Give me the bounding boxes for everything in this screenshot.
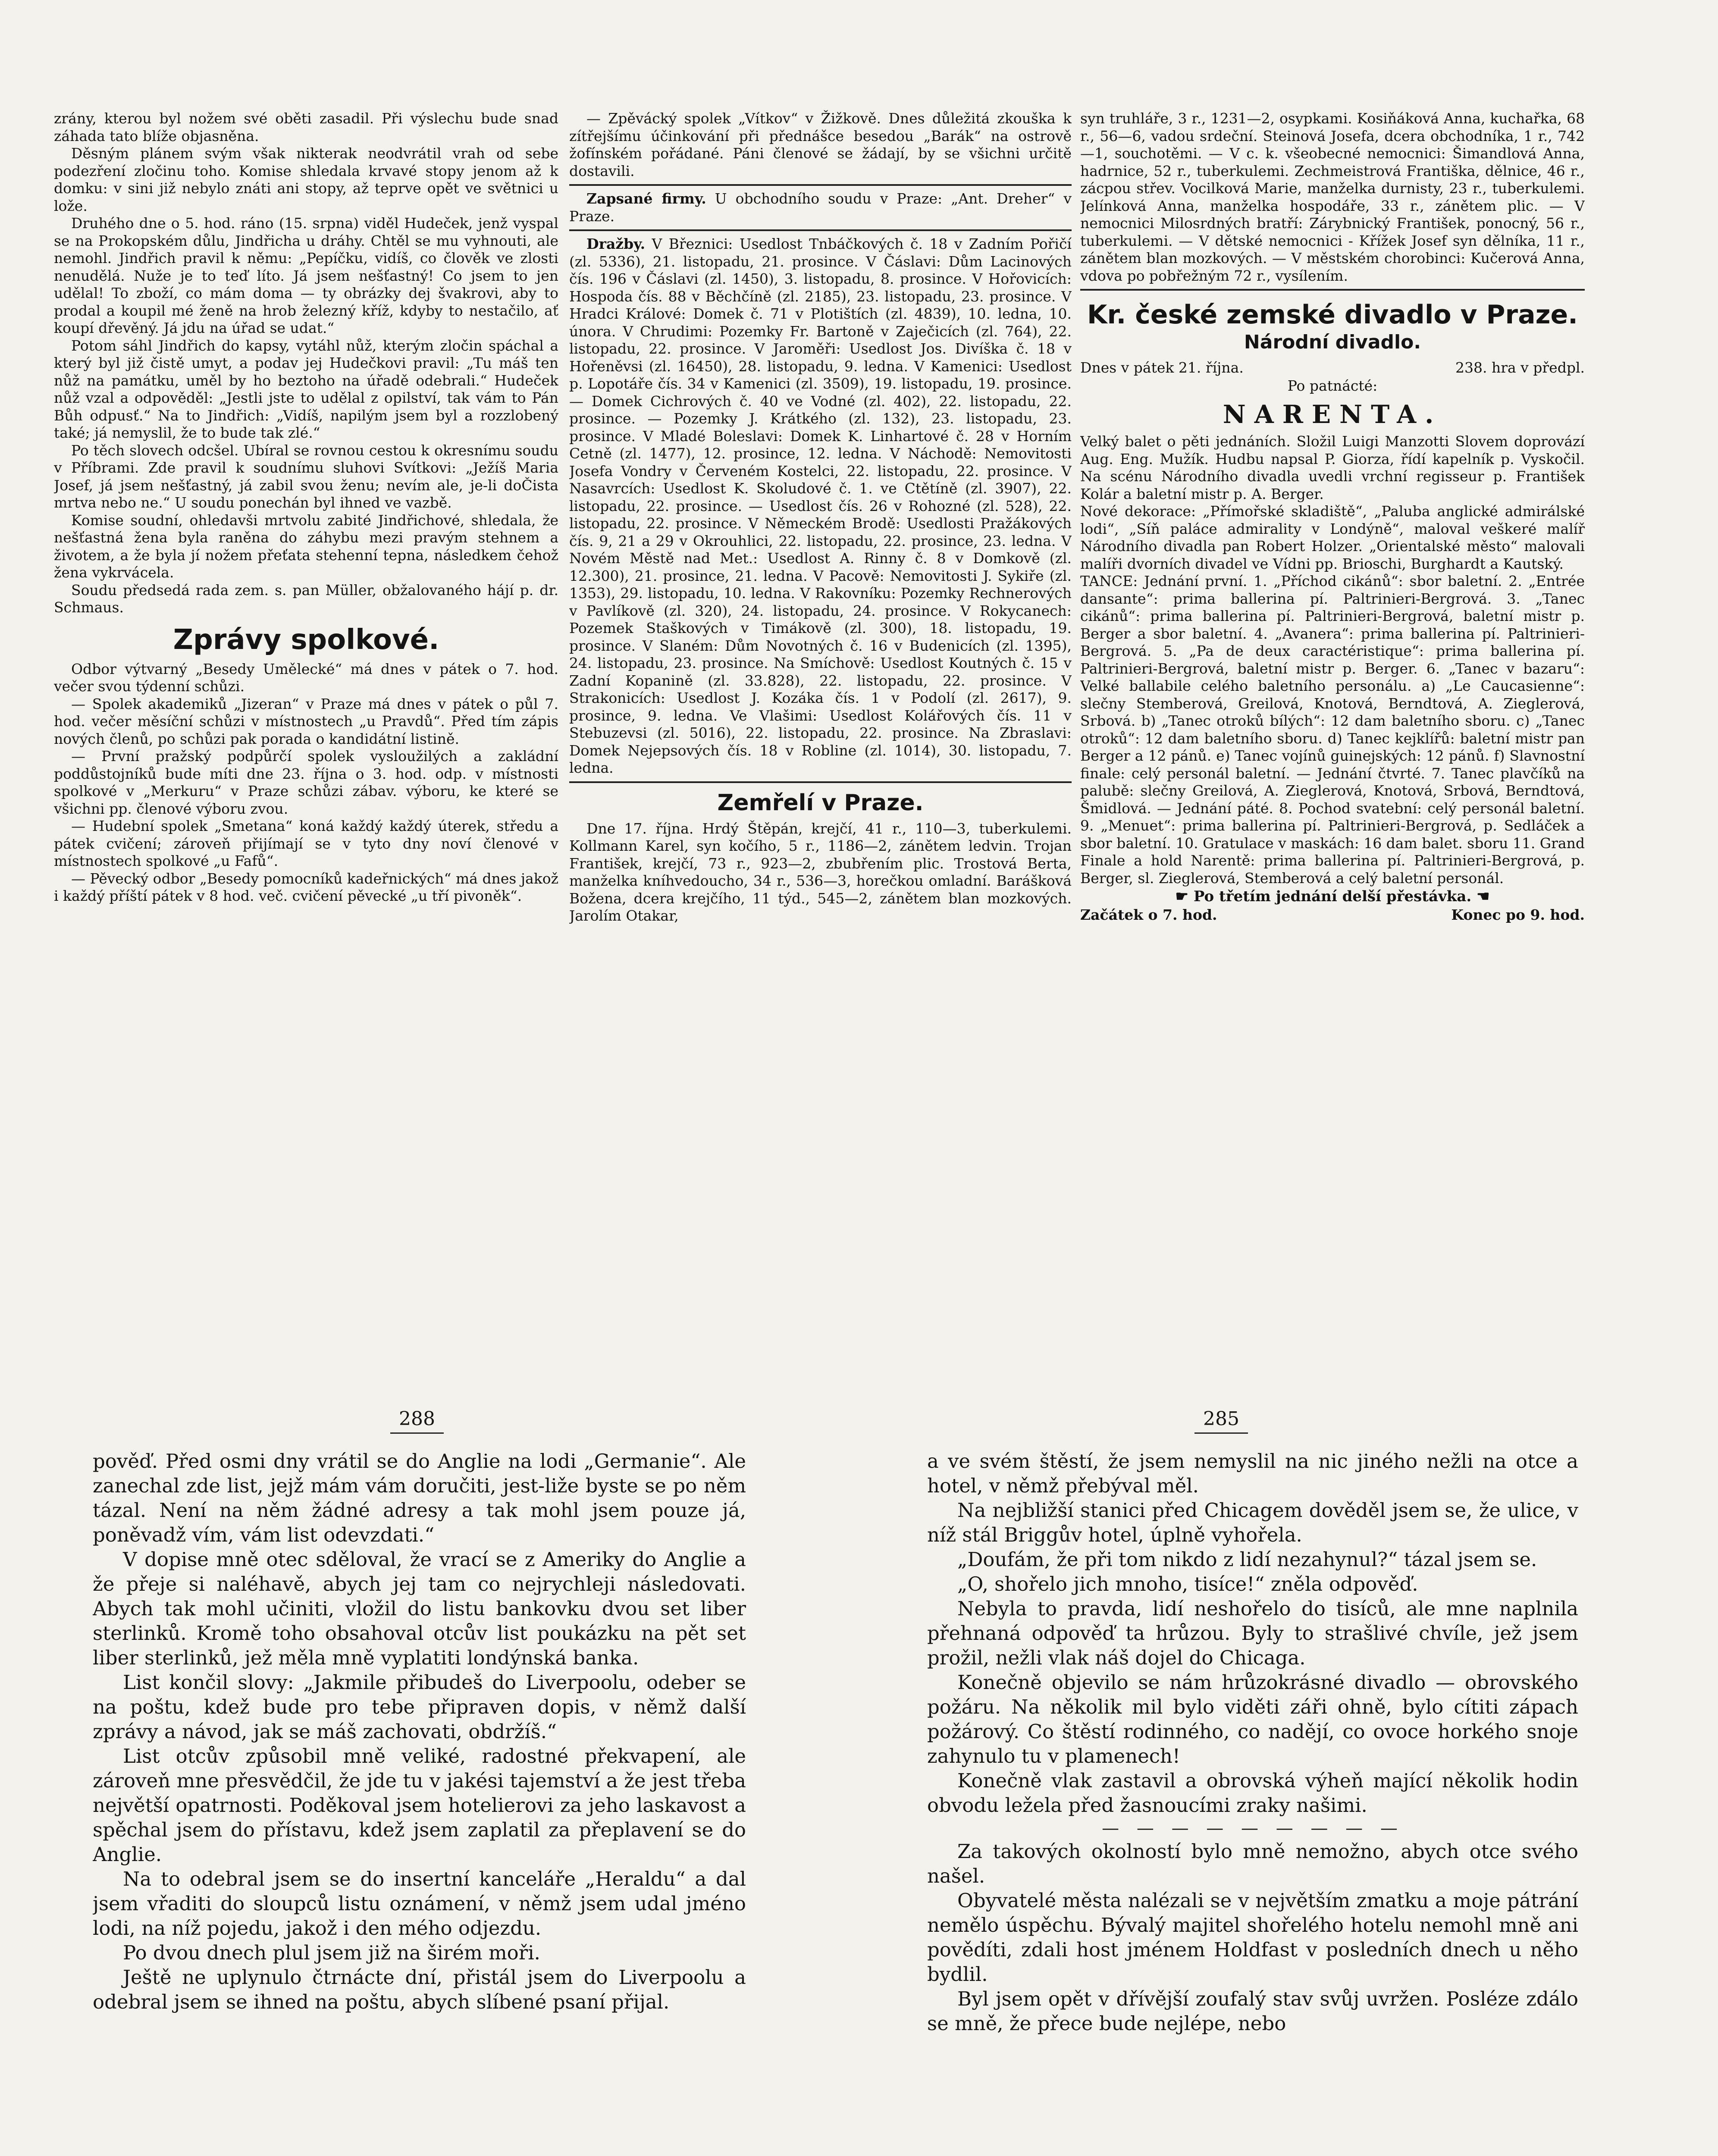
page-number-left: 288 — [390, 1408, 444, 1434]
pointing-hand-icon: ☛ — [1175, 888, 1188, 905]
article-paragraph: zrány, kterou byl nožem své oběti zasadil. Při výslechu bude snad záhada tato blíže objasněna. — [54, 110, 558, 144]
pointing-hand-icon: ☚ — [1477, 888, 1490, 905]
subscription-number: 238. hra v předpl. — [1455, 359, 1585, 376]
novel-paragraph: Po dvou dnech plul jsem již na širém moři. — [123, 1941, 540, 1964]
performance-times — [1080, 906, 1585, 924]
column-left — [54, 110, 558, 1244]
column-right — [1080, 110, 1585, 1244]
spolky-paragraph: — Pěvecký odbor „Besedy pomocníků kadeřnických“ má dnes jakož i každý příští pátek v 8 hod. več. cvičení pěvecké „u tří pivoněk“. — [54, 870, 558, 904]
novel-paragraph: „O, shořelo jich mnoho, tisíce!“ zněla odpověď. — [957, 1573, 1418, 1595]
end-time: Konec po 9. hod. — [1451, 906, 1585, 923]
performance-count: Po patnácté: — [1287, 377, 1378, 394]
divider-rule — [1080, 289, 1585, 291]
novel-paragraph: Konečně vlak zastavil a obrovská výheň mající několik hodin obvodu ležela před žasnoucími zraky našimi. — [927, 1769, 1578, 1817]
novel-paragraph: Na nejbližší stanici před Chicagem dověděl jsem se, že ulice, v níž stál Briggův hotel, úplně vyhořela. — [927, 1499, 1578, 1546]
article-paragraph: Děsným plánem svým však nikterak neodvrátil vrah od sebe podezření zločinu toho. Komise shledala krvavé stopy jenom až k domku: v sini již nebylo znáti ani stopy, až teprve opět ve světnici u lože. — [54, 145, 558, 214]
performance-title: NARENTA. — [1223, 400, 1442, 429]
article-paragraph: Potom sáhl Jindřich do kapsy, vytáhl nůž, kterým zločin spáchal a který byl již čistě umyt, a podav jej Hudečkovi pravil: „Tu máš ten nůž na památku, uměl by ho beztoho na úřadě odebrali.“ Hudeček nůž vzal a odpověděl: „Jestli jste to udělal z opilství, tak vám to Pán Bůh odpusť.“ Na to Jindřich: „Vidíš, napilým jsem byl a rozzlobený také; já nemyslil, že to bude tak zlé.“ — [54, 337, 558, 441]
novel-paragraph: List končil slovy: „Jakmile přibudeš do Liverpoolu, odeber se na poštu, kdež bude pro tebe připraven dopis, v němž další zprávy a návod, jak se máš zachovati, obdržíš.“ — [93, 1671, 746, 1743]
article-paragraph: Druhého dne o 5. hod. ráno (15. srpna) viděl Hudeček, jenž vyspal se na Prokopském důlu, Jindřicha u dráhy. Chtěl se mu vyhnouti, ale nemohl. Jindřich pravil k němu: „Pepíčku, vidíš, co člověk ve zlosti nenudělá. Nuže je to teď líto. Já jsem nešťastný! Co jsem to jen udělal! To zboží, co mám doma — ty obrázky dej švakrovi, aby to prodal a koupil mé ženě na hrob železný kříž, kdyby to nestačilo, ať koupí dřevěný. Já jdu na úřad se udat.“ — [54, 215, 558, 336]
divider-rule — [569, 781, 1072, 783]
divider-rule — [569, 184, 1072, 186]
zemreli-continuation: syn truhláře, 3 r., 1231—2, osypkami. Kosiňáková Anna, kuchařka, 68 r., 56—6, vadou srdeční. Steinová Josefa, dcera obchodníka, 1 r., 742—1, souchotěmi. — V c. k. všeobecné nemocnici: Šimandlová Anna, hadrnice, 52 r., tuberkulemi. Zechmeistrová Františka, dělnice, 46 r., zácpou střev. Vocilková Marie, manželka durnisty, 23 r., tuberkulemi. Jelínková Anna, manželka hospodáře, 33 r., zánětem plic. — V nemocnici Milosrdných bratří: Zárybnický František, ponocný, 56 r., tuberkulemi. — V dětské nemocnici - Křížek Josef syn dělníka, 11 r., zánětem blan mozkových. — V městském chorobinci: Kučerová Anna, vdova po pobřežným 72 r., vysílením. — [1080, 110, 1585, 284]
theatre-subheading: Národní divadlo. — [1244, 331, 1421, 353]
novel-page-left — [93, 1449, 746, 2156]
theatre-heading: Kr. české zemské divadlo v Praze. — [1087, 300, 1578, 330]
program-paragraph: Velký balet o pěti jednáních. Složil Luigi Manzotti Slovem doprovází Aug. Eng. Mužík. Hudbu napsal P. Giorza, řídí kapelník p. Vyskočil. Na scénu Národního divadla uvedli vrchní regisseur p. František Kolár a baletní mistr p. A. Berger. — [1080, 433, 1585, 502]
article-paragraph: Soudu předsedá rada zem. s. pan Müller, obžalovaného hájí p. dr. Schmaus. — [54, 581, 558, 616]
intermission-note — [1080, 887, 1585, 906]
page-number-right: 285 — [1194, 1408, 1248, 1434]
program-paragraph: TANCE: Jednání první. 1. „Příchod cikánů“: sbor baletní. 2. „Entrée dansante“: prima ballerina pí. Paltrinieri-Bergrová. 3. „Tanec cikánů“: prima ballerina pí. Paltrinieri-Bergrová, baletní mistr p. Berger a sbor baletní. 4. „Avanera“: prima ballerina pí. Paltrinieri-Bergrová. 5. „Pa de deux caractéristique“: prima ballerina pí. Paltrinieri-Bergrová, baletní mistr p. Berger. 6. „Tanec v bazaru“: Velké ballabile celého baletního personálu. a) „Le Caucasienne“: slečny Stemberová, Greilová, Knotová, Berndtová, A. Zieglerová, Srbová. b) „Tanec otroků bílých“: 12 dam baletního sboru. c) „Tanec otroků“: 12 dam baletního sboru. d) Tanec kejklířů: baletní mistr pan Berger a 12 pánů. e) Tanec vojínů guinejských: 12 pánů. f) Slavnostní finale: celý personál baletní. — Jednání čtvrté. 7. Tanec plavčíků na palubě: slečny Greilová, A. Zieglerová, Knotová, Srbová, Berndtová, Šmidlová. — Jednání páté. 8. Pochod svatební: celý personál baletní. 9. „Menuet“: prima ballerina pí. Paltrinieri-Bergrová, p. Sedláček a sbor baletní. 10. Gratulace v maskách: 16 dam balet. sboru 11. Grand Finale a hold Narentě: prima ballerina pí. Paltrinieri-Bergrová, p. Berger, sl. Zieglerová, Stemberová a celý baletní personál. — [1080, 573, 1585, 887]
spolky-paragraph: — Zpěvácký spolek „Vítkov“ v Žižkově. Dnes důležitá zkouška k zítřejšímu účinkování při přednášce besedou „Barák“ na ostrově žofínském pořádané. Páni členové se žádají, by se všichni určitě dostavili. — [569, 110, 1072, 179]
novel-paragraph: Nebyla to pravda, lidí neshořelo do tisíců, ale mne naplnila přehnaná odpověď ta hrůzou. Byly to strašlivé chvíle, jež jsem prožil, nežli vlak náš dojel do Chicaga. — [927, 1597, 1578, 1669]
zapsane-firmy-paragraph — [569, 190, 1072, 225]
novel-paragraph: Ještě ne uplynulo čtrnácte dní, přistál jsem do Liverpoolu a odebral jsem se ihned na poštu, abych slíbené psaní přijal. — [93, 1966, 746, 2013]
zapsane-firmy-label: Zapsané firmy. — [586, 190, 706, 207]
program-paragraph: Nové dekorace: „Přímořské skladiště“, „Paluba anglické admirálské lodi“, „Síň paláce admirality v Londýně“, maloval veškeré malíř Národního divadla pan Robert Holzer. „Orientalské město“ malovali malíři dvorních divadel ve Vídni pp. Brioschi, Burghardt a Kautský. — [1080, 503, 1585, 572]
section-heading-zemreli: Zemřelí v Praze. — [717, 790, 924, 816]
spolky-paragraph: Odbor výtvarný „Besedy Umělecké“ má dnes v pátek o 7. hod. večer svou týdenní schůzi. — [54, 660, 558, 695]
section-heading-spolky: Zprávy spolkové. — [173, 624, 439, 656]
performance-date: Dnes v pátek 21. října. — [1080, 359, 1244, 376]
novel-paragraph: Na to odebral jsem se do insertní kanceláře „Heraldu“ a dal jsem vřaditi do sloupců listu oznámení, v němž jsem udal jméno lodi, na níž pojedu, jakož i den mého odjezdu. — [93, 1868, 746, 1940]
intermission-text: Po třetím jednání delší přestávka. — [1193, 888, 1472, 905]
novel-paragraph: Byl jsem opět v dřívější zoufalý stav svůj uvržen. Posléze zdálo se mně, že přece bude nejlépe, nebo — [927, 1987, 1578, 2035]
section-divider: — — — — — — — — — — [1102, 1818, 1404, 1838]
article-paragraph: Po těch slovech odcšel. Ubíral se rovnou cestou k okresnímu soudu v Příbrami. Zde pravil k soudnímu sluhovi Svítkovi: „Ježíš Maria Josef, já jsem nešťastný, já zabil svou ženu; nevím ale, je-li doČista mrtva nebo ne.“ U soudu ponechán byl ihned ve vazbě. — [54, 442, 558, 511]
drazby-text: V Březnici: Usedlost Tnbáčkových č. 18 v Zadním Pořičí (zl. 5336), 21. listopadu, 21. prosince. V Čáslavi: Dům Lacinových čís. 196 v Čáslavi (zl. 1450), 3. listopadu, 8. prosince. V Hořovicích: Hospoda čís. 88 v Běchčíně (zl. 2185), 23. listopadu, 23. prosince. V Hradci Králové: Domek č. 71 v Plotištích (zl. 4839), 10. ledna, 10. února. V Chrudimi: Pozemky Fr. Bartoně v Zaječicích (zl. 764), 22. listopadu, 22. prosince. V Jaroměři: Usedlost Jos. Divíška č. 18 v Hořeněvsi (zl. 16450), 28. listopadu, 9. ledna. V Kamenici: Usedlost p. Lopotáře čís. 34 v Kamenici (zl. 3509), 19. listopadu, 19. prosince. — Domek Cichrových č. 40 ve Vodné (zl. 402), 22. listopadu, 22. prosince. — Pozemky J. Krátkého (zl. 132), 23. listopadu, 23. prosince. V Mladé Boleslavi: Domek K. Linhartové č. 28 v Horním Cetně (zl. 1477), 12. prosince, 12. ledna. V Náchodě: Nemovitosti Josefa Vondry v Červeném Kostelci, 22. listopadu, 22. prosince. V Nasavrcích: Usedlost K. Skoludové č. 1. ve Ctětíně (zl. 3907), 22. listopadu, 22. prosince. — Usedlost čís. 26 v Rohozné (zl. 528), 22. listopadu, 22. prosince. V Německém Brodě: Usedlosti Pražákových čís. 9, 21 a 29 v Okrouhlici, 22. listopadu, 22. prosince, 23. ledna. V Novém Městě nad Met.: Usedlost A. Rinny č. 8 v Domkově (zl. 12.300), 21. prosince, 21. ledna. V Pacově: Nemovitosti J. Sykiře (zl. 1353), 29. listopadu, 10. ledna. V Rakovníku: Pozemky Rechnerových v Pavlíkově (zl. 320), 24. listopadu, 24. prosince. V Rokycanech: Pozemek Staškových v Timákově (zl. 300), 18. listopadu, 19. prosince. V Slaném: Dům Novotných č. 16 v Budenicích (zl. 1395), 24. listopadu, 23. prosince. Na Smíchově: Usedlost Koutných č. 15 v Zadní Kopanině (zl. 33.828), 22. listopadu, 22. prosince. V Strakonicích: Usedlost J. Kozáka čís. 1 v Podolí (zl. 2617), 9. prosince, 9. ledna. Ve Vlašimi: Usedlost Kolářových čís. 11 v Stebuzevsi (zl. 5016), 22. listopadu, 22. prosince. Na Zbraslavi: Domek Nejepsových čís. 18 v Robline (zl. 1014), 30. listopadu, 7. ledna. — [569, 235, 1072, 776]
novel-paragraph: V dopise mně otec sděloval, že vrací se z Ameriky do Anglie a že přeje si naléhavě, abych jej tam co nejrychleji následovati. Abych tak mohl učiniti, vložil do listu bankovku dvou set liber sterlinků. Kromě toho obsahoval otcův list poukázku na pět set liber sterlinků, jež měla mně vyplatiti londýnská banka. — [93, 1548, 746, 1669]
spolky-paragraph: — Hudební spolek „Smetana“ koná každý každý úterek, středu a pátek cvičení; zároveň přijímají se v tyto dny noví členové v místnostech spolkové „u Fafů“. — [54, 818, 558, 869]
novel-paragraph: Za takových okolností bylo mně nemožno, abych otce svého našel. — [927, 1840, 1578, 1887]
novel-paragraph: Obyvatelé města nalézali se v největším zmatku a moje pátrání nemělo úspěchu. Bývalý majitel shořelého hotelu nemohl mně ani povědíti, zdali host jménem Holdfast v posledních dnech u něho bydlil. — [927, 1889, 1578, 1986]
start-time: Začátek o 7. hod. — [1080, 906, 1217, 923]
drazby-label: Dražby. — [586, 235, 646, 252]
performance-dateline — [1080, 359, 1585, 377]
drazby-paragraph — [569, 235, 1072, 777]
article-paragraph: Komise soudní, ohledavši mrtvolu zabité Jindřichové, shledala, že nešťastná žena byla raněna do záhybu mezi pravým stehnem a životem, a že byla jí nožem přeťata stehenní tepna, následkem čehož žena vykrvácela. — [54, 511, 558, 581]
novel-paragraph: a ve svém štěstí, že jsem nemyslil na nic jiného nežli na otce a hotel, v němž přebýval měl. — [927, 1450, 1578, 1497]
novel-page-right — [927, 1449, 1578, 2156]
zapsane-firmy-text: U obchodního soudu v Praze: „Ant. Dreher“ v Praze. — [569, 190, 1072, 225]
novel-paragraph: Konečně objevilo se nám hrůzokrásné divadlo — obrovského požáru. Na několik mil bylo viděti záři ohně, bylo cítiti zápach požárový. Co štěstí rodinného, co nadějí, co ovoce horkého snoje zahynulo tu v plamenech! — [927, 1671, 1578, 1767]
novel-paragraph: „Doufám, že při tom nikdo z lidí nezahynul?“ tázal jsem se. — [957, 1548, 1537, 1571]
spolky-paragraph: — První pražský podpůrčí spolek vysloužilých a zakládní poddůstojníků bude míti dne 23. října o 3. hod. odp. v místnosti spolkové v „Merkuru“ v Praze schůzi zábav. výboru, ke které se všichni pp. členové výboru zvou. — [54, 748, 558, 817]
novel-paragraph: List otcův způsobil mně veliké, radostné překvapení, ale zároveň mne přesvědčil, že jde tu v jakési tajemství a že jest třeba největší opatrnosti. Poděkoval jsem hotelierovi za jeho laskavost a spěchal jsem do přístavu, kdež jsem zaplatil za přeplavení se do Anglie. — [93, 1745, 746, 1866]
novel-paragraph: pověď. Před osmi dny vrátil se do Anglie na lodi „Germanie“. Ale zanechal zde list, jejž mám vám doručiti, jest-liže byste se po něm tázal. Není na něm žádné adresy a tak mohl jsem pouze já, poněvadž vím, vám list odevzdati.“ — [93, 1450, 746, 1546]
zemreli-paragraph: Dne 17. října. Hrdý Štěpán, krejčí, 41 r., 110—3, tuberkulemi. Kollmann Karel, syn kočího, 5 r., 1186—2, zánětem ledvin. Trojan František, krejčí, 73 r., 923—2, zbubřením plic. Trostová Berta, manželka kníhvedoucho, 34 r., 536—3, horečkou omladní. Barášková Božena, dcera krejčího, 11 týd., 545—2, zánětem blan mozkových. Jarolím Otakar, — [569, 820, 1072, 924]
column-middle — [569, 110, 1072, 1184]
spolky-paragraph: — Spolek akademiků „Jizeran“ v Praze má dnes v pátek o půl 7. hod. večer měsíční schůzi v místnostech „u Pravdů“. Před tím zápis nových členů, po schůzi pak porada o kandidátní listině. — [54, 695, 558, 747]
divider-rule — [569, 229, 1072, 231]
